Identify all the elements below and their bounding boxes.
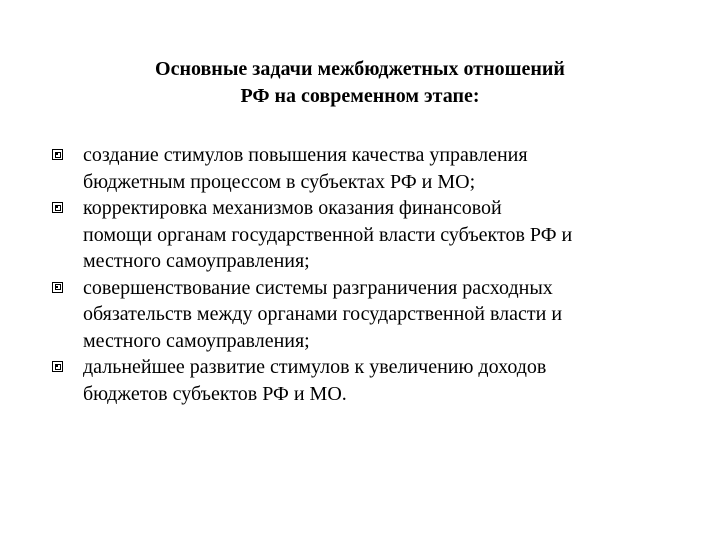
slide-title-line: РФ на современном этапе:	[240, 85, 480, 107]
slide-title-line: Основные задачи межбюджетных отношений	[155, 58, 565, 80]
bullet-text-line: обязательств между органами государственной власти и	[83, 303, 563, 325]
slide-title	[100, 56, 620, 110]
bullet-text-line: бюджетным процессом в субъектах РФ и МО;	[83, 170, 476, 193]
square-bullet-icon	[52, 149, 63, 160]
square-bullet-icon	[52, 361, 63, 372]
bullet-item	[44, 195, 684, 275]
bullet-text-line: дальнейшее развитие стимулов к увеличению доходов	[83, 356, 547, 378]
bullet-text-line: совершенствование системы разграничения расходных	[83, 276, 553, 299]
bullet-item	[44, 354, 684, 407]
bullet-text-line: бюджетов субъектов РФ и МО.	[83, 382, 347, 405]
bullet-text-line: создание стимулов повышения качества управления	[83, 144, 528, 166]
square-bullet-icon	[52, 202, 63, 213]
bullet-text-line: местного самоуправления;	[83, 250, 310, 272]
square-bullet-icon	[52, 282, 63, 293]
bullet-text-line: местного самоуправления;	[83, 329, 310, 352]
bullet-text-line: корректировка механизмов оказания финансовой	[83, 197, 502, 219]
bullet-list	[44, 142, 684, 407]
bullet-item	[44, 142, 684, 195]
bullet-text-line: помощи органам государственной власти субъектов РФ и	[83, 223, 573, 246]
bullet-item	[44, 275, 684, 355]
